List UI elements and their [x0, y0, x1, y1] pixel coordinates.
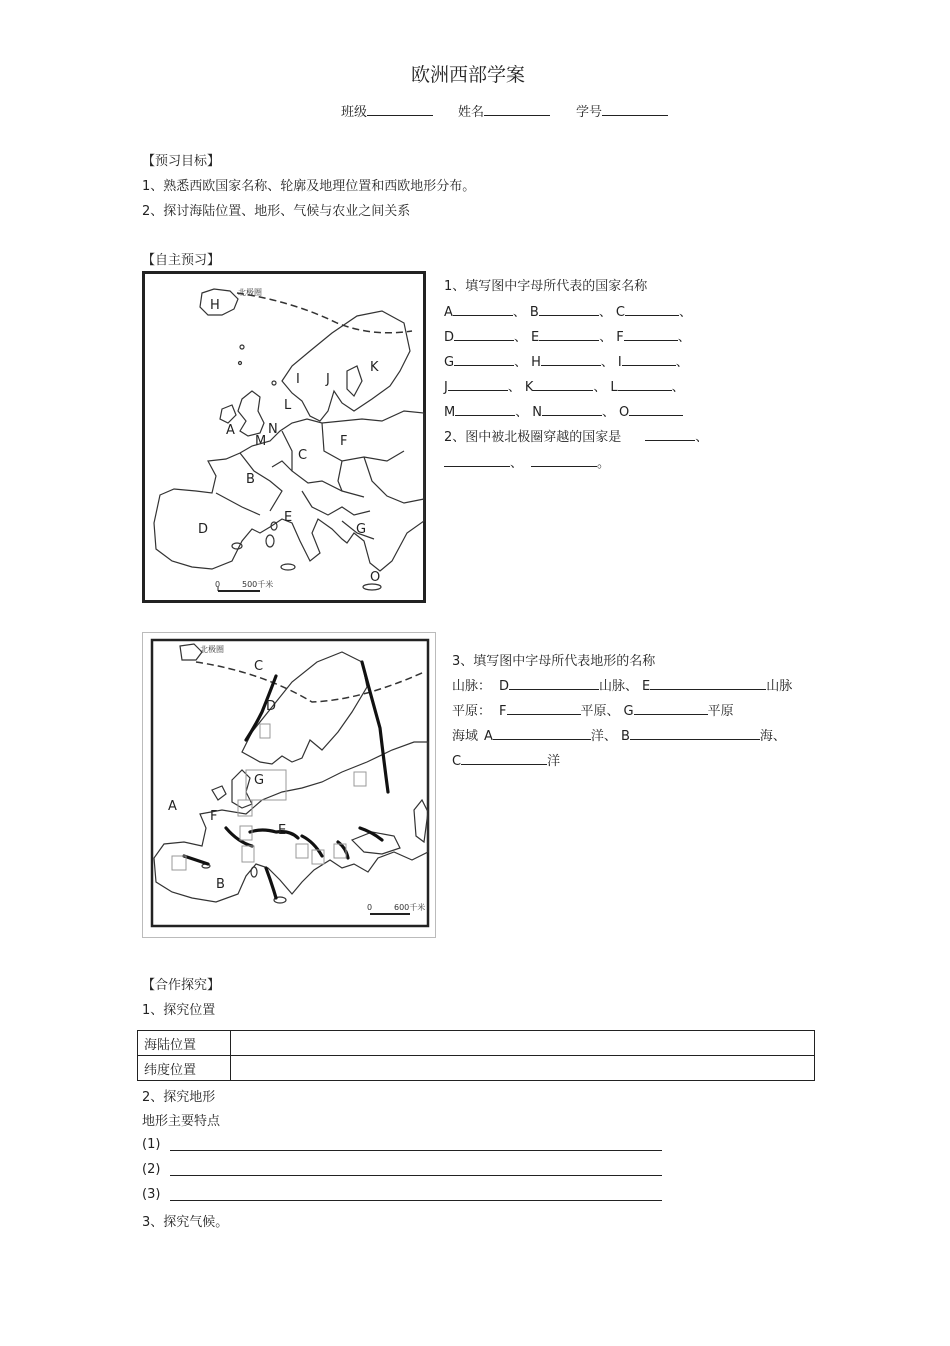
separator: 、 [599, 330, 613, 345]
number-blank[interactable] [602, 101, 668, 116]
country-letter: D [444, 330, 455, 345]
separator: 、 [695, 430, 709, 445]
country-letter: B [529, 305, 539, 320]
letter-d: D [499, 679, 510, 694]
explore-climate-heading: 3、探究气候。 [142, 1215, 229, 1230]
map1-label: H [210, 298, 220, 313]
country-letter: G [444, 355, 455, 370]
separator: 、 [512, 305, 526, 320]
country-letter: N [532, 405, 542, 420]
map1-label: B [246, 472, 255, 487]
country-letter: J [444, 380, 448, 395]
letter-e: E [642, 679, 651, 694]
q2-blank[interactable] [531, 452, 597, 467]
country-letter: L [610, 380, 618, 395]
location-table [137, 1030, 815, 1081]
europe-terrain-map [142, 632, 436, 938]
ocean-a-blank[interactable] [493, 725, 591, 740]
country-blank[interactable] [448, 376, 508, 391]
country-letter: A [444, 305, 453, 320]
map1-scale-zero: 0 [215, 580, 221, 589]
map1-label: A [226, 423, 235, 438]
separator: 、 [600, 355, 614, 370]
q2-blank[interactable] [444, 452, 510, 467]
terrain-item-number: (1) [142, 1137, 161, 1152]
q2-continuation [444, 452, 610, 471]
country-blank[interactable] [454, 326, 514, 341]
mountain-e-blank[interactable] [650, 675, 766, 690]
country-blank[interactable] [454, 351, 514, 366]
sea-end: 海、 [759, 729, 786, 744]
number-label: 学号 [576, 105, 603, 120]
terrain-answer-line[interactable] [170, 1150, 662, 1151]
name-blank[interactable] [484, 101, 550, 116]
country-letter: F [616, 330, 624, 345]
period: 。 [597, 456, 611, 471]
plain-suffix: 平原、 [580, 704, 620, 719]
europe-countries-map [142, 271, 426, 603]
country-blank[interactable] [541, 351, 601, 366]
separator: 、 [514, 330, 528, 345]
country-letter: O [618, 405, 630, 420]
map1-label: F [340, 434, 348, 449]
country-letter: E [531, 330, 540, 345]
letter-b: B [620, 729, 630, 744]
separator: 、 [677, 330, 691, 345]
explore-location-heading: 1、探究位置 [142, 1003, 216, 1018]
q1-row [444, 351, 693, 370]
table-answer-cell[interactable] [231, 1056, 815, 1081]
map1-scale-label: 500千米 [242, 580, 274, 589]
map2-label: E [278, 823, 287, 838]
q1-text: 1、填写图中字母所代表的国家名称 [444, 279, 648, 294]
table-row [138, 1056, 815, 1081]
map1-arctic-label: 北极圈 [238, 288, 262, 297]
separator: 、 [601, 405, 615, 420]
separator: 、 [514, 355, 528, 370]
ocean-c-blank[interactable] [461, 750, 547, 765]
plain-label: 平原： [452, 704, 492, 719]
q1-row [444, 401, 683, 420]
map1-label: J [326, 372, 330, 387]
terrain-answer-line[interactable] [170, 1175, 662, 1176]
plain-f-blank[interactable] [507, 700, 581, 715]
preview-goal-item: 1、熟悉西欧国家名称、轮廓及地理位置和西欧地形分布。 [142, 179, 476, 194]
preview-goal-item: 2、探讨海陆位置、地形、气候与农业之间关系 [142, 204, 411, 219]
letter-c: C [452, 754, 462, 769]
ocean-end: 洋 [547, 754, 561, 769]
country-letter: I [617, 355, 622, 370]
q3-plain-line [452, 700, 734, 719]
letter-a: A [484, 729, 493, 744]
separator: 、 [678, 305, 692, 320]
page-title: 欧洲西部学案 [410, 64, 525, 86]
q3-text: 3、填写图中字母所代表地形的名称 [452, 654, 656, 669]
separator: 、 [593, 380, 607, 395]
map1-label: E [284, 510, 293, 525]
map2-label: A [168, 799, 177, 814]
map1-label: C [298, 448, 308, 463]
terrain-item-number: (3) [142, 1187, 161, 1202]
mountain-end: 山脉 [766, 679, 793, 694]
map1-label: O [370, 570, 381, 585]
number-field [576, 101, 668, 120]
map2-label: D [266, 699, 277, 714]
country-blank[interactable] [539, 301, 599, 316]
q1-row [444, 301, 696, 320]
q1-row [444, 376, 689, 395]
sea-label: 海域 [452, 729, 479, 744]
terrain-answer-line[interactable] [170, 1200, 662, 1201]
country-blank[interactable] [629, 401, 683, 416]
country-blank[interactable] [533, 376, 593, 391]
mountain-suffix: 山脉、 [599, 679, 639, 694]
ocean-suffix: 洋、 [590, 729, 617, 744]
cooperation-heading: 【合作探究】 [142, 978, 221, 993]
country-letter: M [444, 405, 456, 420]
letter-g: G [623, 704, 634, 719]
class-label: 班级 [341, 105, 368, 120]
country-blank[interactable] [539, 326, 599, 341]
map2-label: F [210, 809, 218, 824]
separator: 、 [515, 405, 529, 420]
country-letter: H [531, 355, 541, 370]
map2-label: G [254, 773, 265, 788]
mountain-d-blank[interactable] [509, 675, 599, 690]
table-row-label: 纬度位置 [138, 1056, 231, 1081]
map2-label: C [254, 659, 264, 674]
name-field [458, 101, 550, 120]
map1-label: D [198, 522, 209, 537]
map1-label: K [370, 360, 379, 375]
map1-label: N [268, 422, 278, 437]
mountain-label: 山脉： [452, 679, 492, 694]
map1-label: G [356, 522, 367, 537]
separator: 、 [510, 456, 524, 471]
country-blank[interactable] [618, 376, 672, 391]
map2-scale-zero: 0 [367, 903, 373, 912]
map1-label: M [255, 434, 267, 449]
class-field [341, 101, 433, 120]
q3-sea-line [452, 725, 786, 744]
preview-goals-heading: 【预习目标】 [142, 154, 221, 169]
country-blank[interactable] [542, 401, 602, 416]
table-row [138, 1031, 815, 1056]
q2-question: 2、图中被北极圈穿越的国家是 [444, 430, 622, 445]
country-blank[interactable] [625, 301, 679, 316]
country-blank[interactable] [453, 301, 513, 316]
country-blank[interactable] [455, 401, 515, 416]
country-blank[interactable] [622, 351, 676, 366]
terrain-subheading: 地形主要特点 [142, 1114, 221, 1129]
q2-text [444, 426, 708, 445]
sea-b-blank[interactable] [630, 725, 760, 740]
separator: 、 [671, 380, 685, 395]
explore-terrain-heading: 2、探究地形 [142, 1090, 216, 1105]
map1-label: I [296, 372, 300, 387]
self-preview-heading: 【自主预习】 [142, 253, 221, 268]
country-blank[interactable] [624, 326, 678, 341]
map1-label: L [284, 398, 292, 413]
table-row-label: 海陆位置 [138, 1031, 231, 1056]
map2-scale-label: 600千米 [394, 903, 426, 912]
q3-mountain-line [452, 675, 792, 694]
separator: 、 [675, 355, 689, 370]
plain-end: 平原 [707, 704, 734, 719]
terrain-item-number: (2) [142, 1162, 161, 1177]
q1-row [444, 326, 695, 345]
name-label: 姓名 [458, 105, 485, 120]
separator: 、 [598, 305, 612, 320]
separator: 、 [507, 380, 521, 395]
plain-g-blank[interactable] [634, 700, 708, 715]
country-letter: C [615, 305, 625, 320]
class-blank[interactable] [367, 101, 433, 116]
table-answer-cell[interactable] [231, 1031, 815, 1056]
letter-f: F [499, 704, 507, 719]
q2-blank[interactable] [645, 426, 695, 441]
q3-ocean-line [452, 750, 560, 769]
map2-label: B [216, 877, 225, 892]
map2-arctic-label: 北极圈 [200, 645, 224, 654]
country-letter: K [524, 380, 534, 395]
